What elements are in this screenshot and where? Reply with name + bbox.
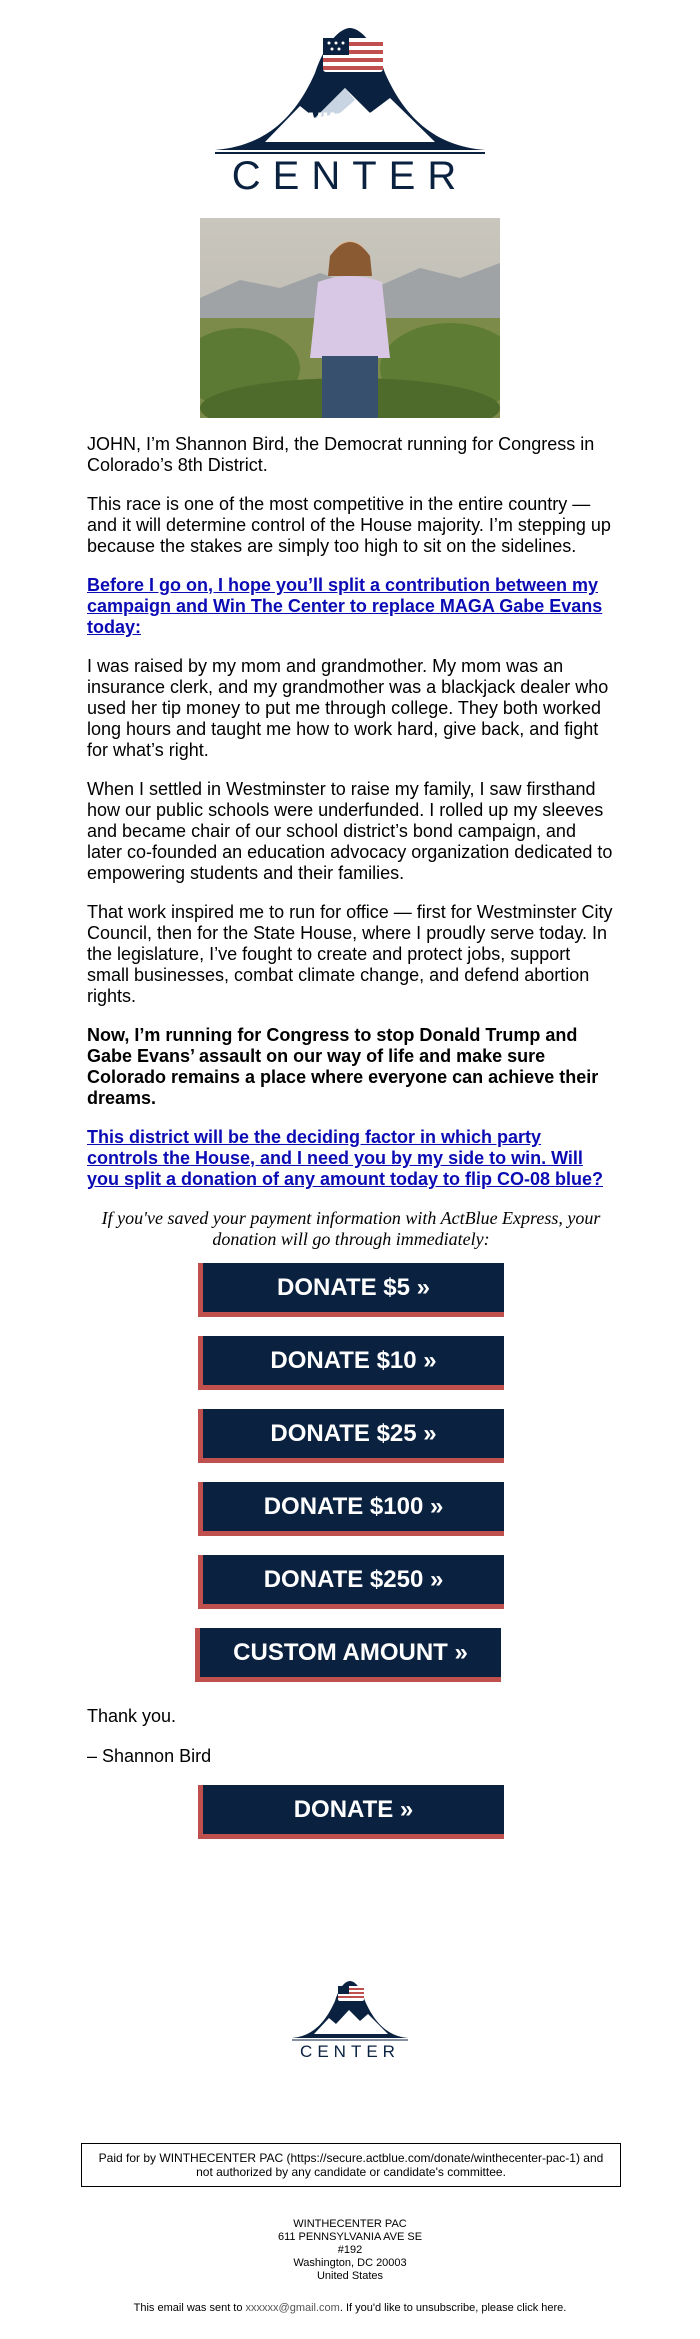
sent-prefix: This email was sent to (133, 2302, 246, 2314)
small-logo-line1: WIN THE (328, 2022, 372, 2033)
donate-5-button[interactable]: DONATE $5 » (198, 1263, 504, 1317)
thank-you-text: Thank you. (87, 1706, 177, 1726)
race-paragraph: This race is one of the most competitive in the entire country — and it will determine control of the House majority. I’m stepping up because the stakes are simply too high to sit on the sidelines. (87, 494, 611, 556)
recipient-email-link[interactable]: xxxxxx@gmail.com (245, 2302, 340, 2314)
address-line: #192 (337, 2244, 363, 2256)
win-the-center-logo (205, 18, 495, 198)
unsubscribe-text[interactable]: . If you'd like to unsubscribe, please click here. (339, 2302, 567, 2314)
signature-text: – Shannon Bird (87, 1746, 212, 1766)
address-line: Washington, DC 20003 (293, 2257, 407, 2269)
westminster-paragraph: When I settled in Westminster to raise my family, I saw firsthand how our public schools were underfunded. I rolled up my sleeves and became chair of our school district’s bond campaign, and later co-founded an education advocacy organization dedicated to empowering students and their families. (87, 779, 613, 883)
donate-button[interactable]: DONATE » (198, 1785, 504, 1839)
donate-10-button[interactable]: DONATE $10 » (198, 1336, 504, 1390)
split-contribution-link[interactable]: Before I go on, I hope you’ll split a contribution between my campaign and Win The Center to replace MAGA Gabe Evans today: (87, 575, 603, 637)
logo-line1: WIN THE (299, 108, 401, 135)
donate-250-button[interactable]: DONATE $250 » (198, 1555, 504, 1609)
donate-25-button[interactable]: DONATE $25 » (198, 1409, 504, 1463)
mailing-address (0, 2218, 700, 2283)
address-line: 611 PENNSYLVANIA AVE SE (277, 2231, 423, 2243)
upbringing-paragraph: I was raised by my mom and grandmother. My mom was an insurance clerk, and my grandmother was a blackjack dealer who used her tip money to put me through college. They both worked long hours and taught me how to work hard, give back, and fight for what’s right. (87, 656, 609, 760)
address-line: United States (316, 2270, 384, 2282)
intro-paragraph: JOHN, I’m Shannon Bird, the Democrat running for Congress in Colorado’s 8th District. (87, 434, 595, 475)
flip-co08-link[interactable]: This district will be the deciding factor in which party controls the House, and I need you by my side to win. Will you split a donation of any amount today to flip CO-08 blue? (87, 1127, 604, 1189)
actblue-note: If you've saved your payment information with ActBlue Express, your donation will go through immediately: (101, 1208, 601, 1249)
address-line: WINTHECENTER PAC (293, 2218, 407, 2230)
small-logo-line2: CENTER (300, 2042, 400, 2061)
candidate-photo (200, 218, 500, 418)
logo-line2: CENTER (231, 154, 469, 198)
win-the-center-logo-small (288, 1976, 412, 2066)
donate-100-button[interactable]: DONATE $100 » (198, 1482, 504, 1536)
paid-for-disclaimer: Paid for by WINTHECENTER PAC (https://secure.actblue.com/donate/winthecenter-pac-1) and not authorized by any candidate or candidate's committee. (81, 2143, 621, 2187)
unsubscribe-line (0, 2302, 700, 2314)
congress-paragraph: Now, I’m running for Congress to stop Donald Trump and Gabe Evans’ assault on our way of life and make sure Colorado remains a place where everyone can achieve their dreams. (87, 1025, 599, 1108)
custom-amount-button[interactable]: CUSTOM AMOUNT » (195, 1628, 501, 1682)
office-paragraph: That work inspired me to run for office — first for Westminster City Council, then for the State House, where I proudly serve today. In the legislature, I’ve fought to create and protect jobs, support small businesses, combat climate change, and defend abortion rights. (87, 902, 613, 1006)
